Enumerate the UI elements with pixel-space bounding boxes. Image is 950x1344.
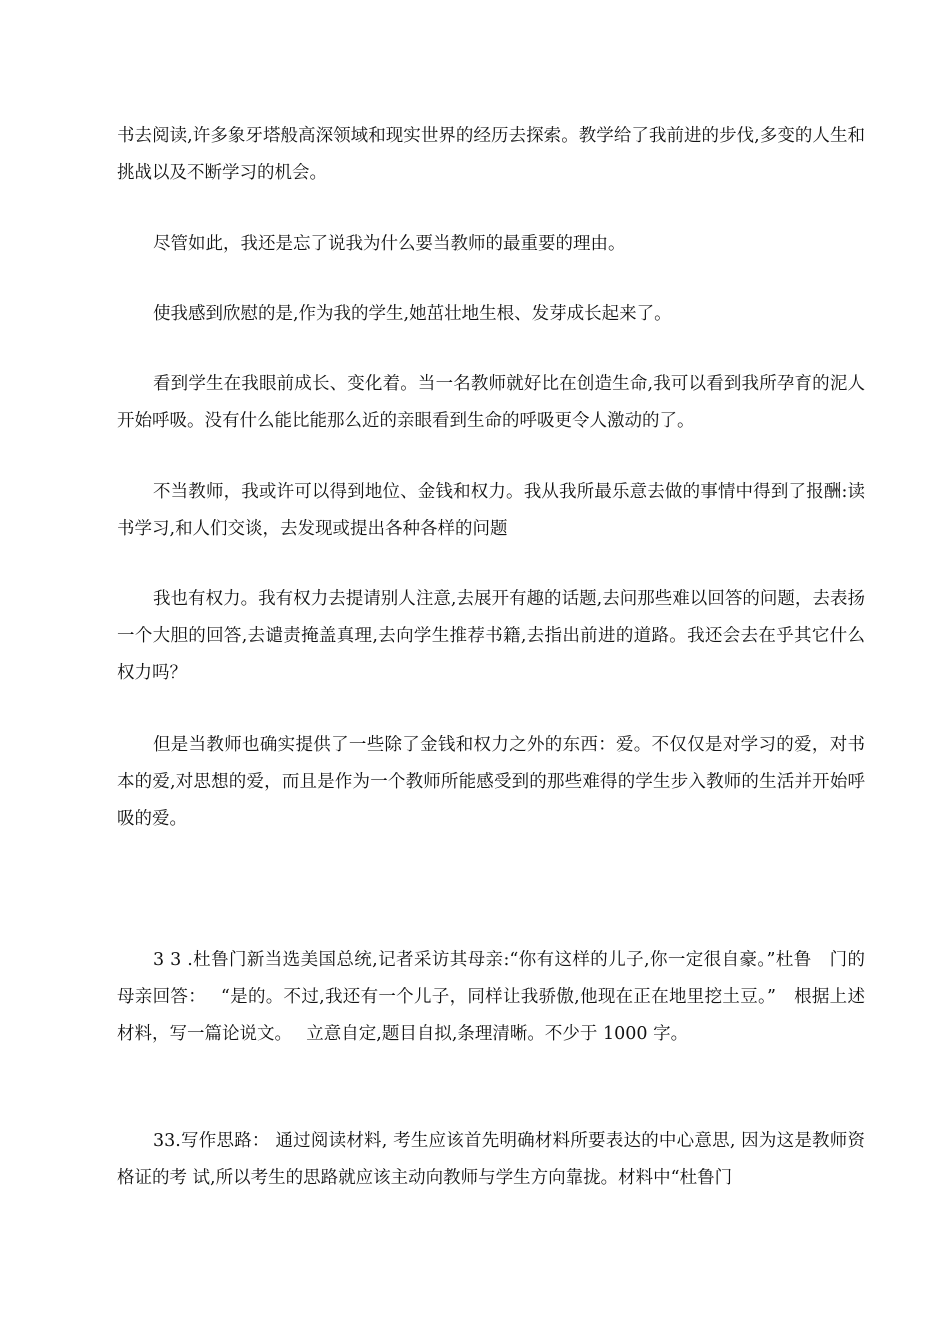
question-33: 3 3 .杜鲁门新当选美国总统,记者采访其母亲:“你有这样的儿子,你一定很自豪。”杜鲁 门的母亲回答： “是的。不过,我还有一个儿子，同样让我骄傲,他现在正在地里挖土豆。” 根据上述材料，写一篇论说文。 立意自定,题目自拟,条理清晰。不少于 1000 字。 [117,950,865,1044]
paragraph-3: 使我感到欣慰的是,作为我的学生,她茁壮地生根、发芽成长起来了。 [153,304,672,324]
answer-33-writing-approach: 33.写作思路： 通过阅读材料, 考生应该首先明确材料所要表达的中心意思, 因为这是教师资格证的考 试,所以考生的思路就应该主动向教师与学生方向靠拢。材料中“杜鲁门 [117,1131,865,1188]
paragraph-2: 尽管如此，我还是忘了说我为什么要当教师的最重要的理由。 [153,234,626,254]
paragraph-7: 但是当教师也确实提供了一些除了金钱和权力之外的东西：爱。不仅仅是对学习的爱，对书本的爱,对思想的爱，而且是作为一个教师所能感受到的那些难得的学生步入教师的生活并开始呼吸的爱。 [117,735,865,829]
paragraph-6: 我也有权力。我有权力去提请别人注意,去展开有趣的话题,去问那些难以回答的问题，去表扬一个大胆的回答,去谴责掩盖真理,去向学生推荐书籍,去指出前进的道路。我还会去在乎其它什么权力吗？ [117,589,865,683]
paragraph-1: 书去阅读,许多象牙塔般高深领域和现实世界的经历去探索。教学给了我前进的步伐,多变的人生和挑战以及不断学习的机会。 [117,126,865,183]
paragraph-4: 看到学生在我眼前成长、变化着。当一名教师就好比在创造生命,我可以看到我所孕育的泥人开始呼吸。没有什么能比能那么近的亲眼看到生命的呼吸更令人激动的了。 [117,374,865,431]
paragraph-5: 不当教师，我或许可以得到地位、金钱和权力。我从我所最乐意去做的事情中得到了报酬:读书学习,和人们交谈，去发现或提出各种各样的问题 [117,482,865,539]
